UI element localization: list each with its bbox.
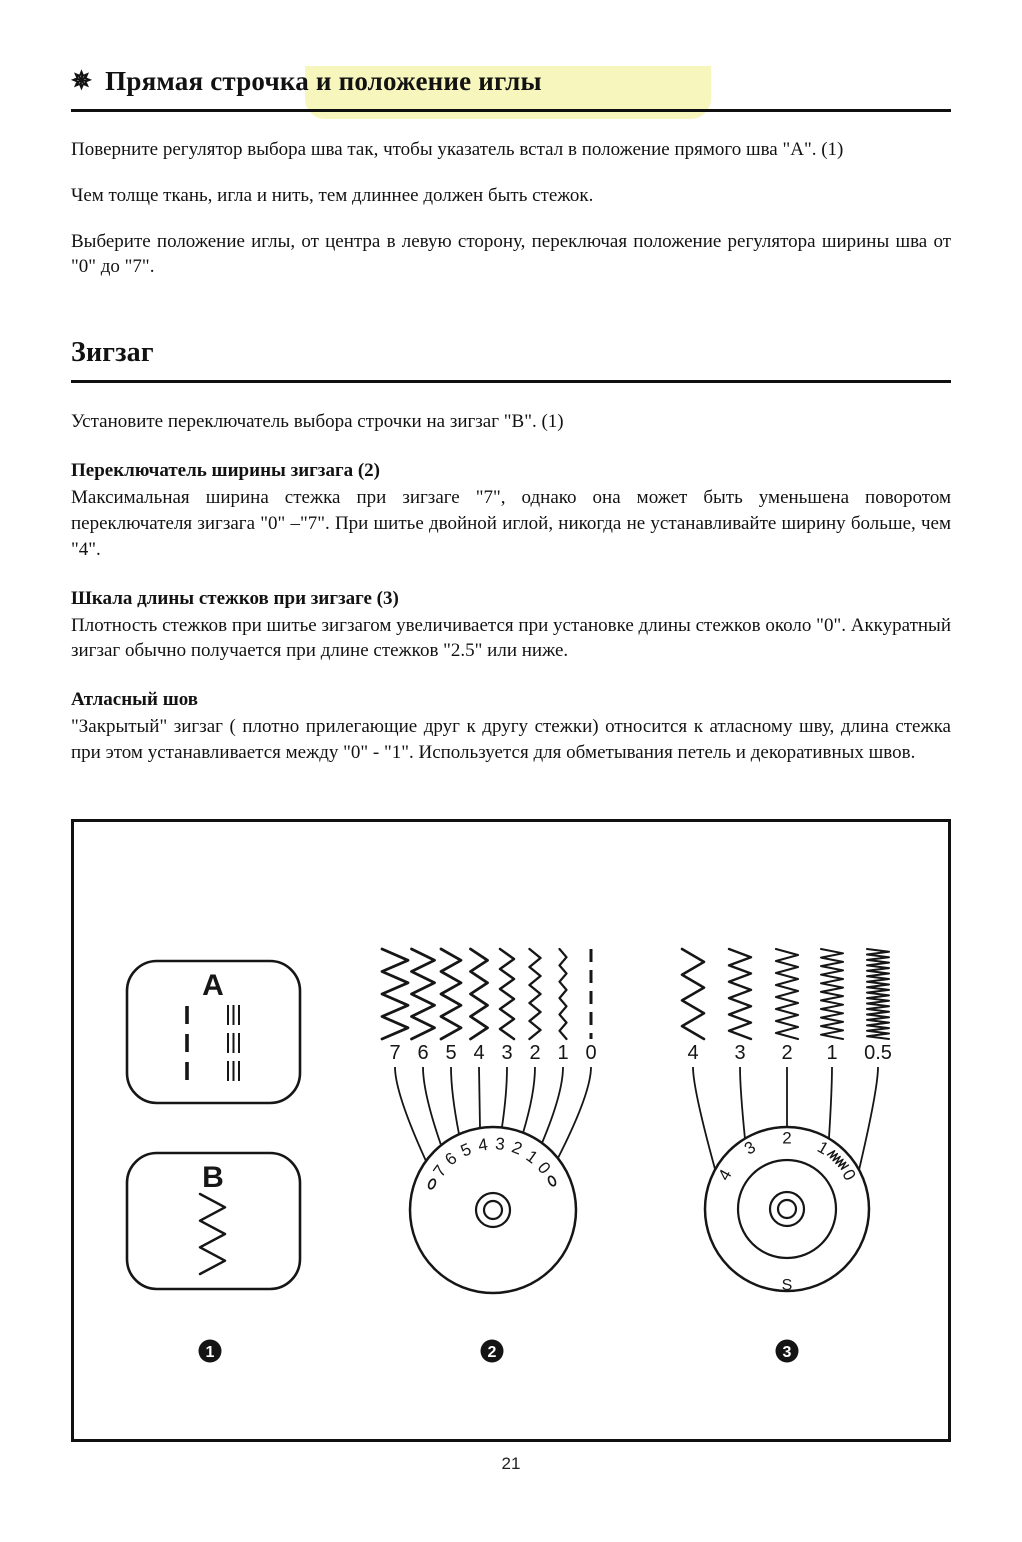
svg-text:4: 4: [714, 1166, 736, 1184]
zigzag-width-samples: [382, 949, 591, 1039]
dial-center-dot: [484, 1201, 502, 1219]
callout-3-badge: [776, 1340, 799, 1363]
section-title-zigzag: Зигзаг: [71, 337, 154, 369]
dial-inner-ring: [738, 1160, 836, 1258]
dial-s-label: S: [781, 1277, 793, 1294]
svg-text:1: 1: [557, 1042, 569, 1064]
svg-text:2: 2: [529, 1042, 541, 1064]
stitch-length-scale-labels: [687, 1042, 891, 1064]
svg-text:1: 1: [826, 1042, 838, 1064]
scale-end-mark-right: [547, 1175, 557, 1187]
svg-text:1: 1: [522, 1146, 542, 1168]
stitch-length-samples: [682, 949, 889, 1039]
panel-a-straight-stitch: [127, 961, 300, 1103]
figure-stitch-diagram: [71, 819, 951, 1442]
svg-text:7: 7: [429, 1161, 451, 1181]
svg-text:2: 2: [487, 1344, 497, 1361]
svg-text:6: 6: [417, 1042, 429, 1064]
panel-b-zigzag-stitch: [127, 1153, 300, 1289]
paragraph: Выберите положение иглы, от центра в левую сторону, переключая положение регулятора ширины шва от "0" до "7".: [71, 230, 951, 278]
svg-text:3: 3: [782, 1344, 792, 1361]
dial-center-ring: [476, 1193, 510, 1227]
svg-text:2: 2: [781, 1042, 793, 1064]
triple-stitch-marks: [228, 1005, 239, 1081]
panel-a-label: A: [202, 969, 224, 1002]
callout-2-badge: [481, 1340, 504, 1363]
paragraph: Установите переключатель выбора строчки на зигзаг "B". (1): [71, 411, 564, 433]
svg-text:2: 2: [782, 1128, 792, 1148]
subsection-heading: Атласный шов: [71, 689, 199, 711]
svg-text:1: 1: [814, 1137, 832, 1159]
svg-text:3: 3: [734, 1042, 746, 1064]
svg-text:3: 3: [741, 1137, 759, 1159]
zigzag-width-scale-labels: [389, 1042, 596, 1064]
paragraph: Плотность стежков при шитье зигзагом увеличивается при установке длины стежков около "0". Аккуратный зигзаг обычно получается при длине стежков "2.5" или ниже.: [71, 614, 951, 662]
svg-text:4: 4: [473, 1042, 485, 1064]
svg-text:0: 0: [533, 1158, 555, 1178]
stitch-width-dial: [410, 1127, 576, 1293]
paragraph: Поверните регулятор выбора шва так, чтобы указатель встал в положение прямого шва "A". (1): [71, 139, 844, 160]
scale-end-mark-left: [427, 1178, 436, 1190]
panel-b-label: B: [202, 1161, 224, 1194]
svg-text:6: 6: [441, 1148, 461, 1170]
svg-text:7: 7: [389, 1042, 401, 1064]
paragraph: Максимальная ширина стежка при зигзаге "7", однако она может быть уменьшена поворотом переключателя зигзага "0" –"7". При шитье двойной иглой, никогда не устанавливайте ширину больше, чем "4".: [71, 487, 951, 560]
subsection-heading: Шкала длины стежков при зигзаге (3): [71, 587, 399, 609]
dial-scale-numbers: [714, 1129, 859, 1184]
zigzag-sample: [200, 1194, 225, 1274]
length-scale-leader-lines: [693, 1067, 878, 1170]
svg-text:0: 0: [838, 1166, 860, 1184]
svg-text:0: 0: [585, 1042, 597, 1064]
width-scale-leader-lines: [395, 1067, 591, 1161]
page-number: 21: [501, 1454, 521, 1473]
paragraph: Чем толще ткань, игла и нить, тем длиннее должен быть стежок.: [71, 184, 594, 206]
svg-text:3: 3: [501, 1042, 513, 1064]
svg-text:4: 4: [687, 1042, 699, 1064]
subsection-heading: Переключатель ширины зигзага (2): [71, 460, 380, 482]
section-title-straight-stitch: [71, 66, 951, 97]
svg-text:4: 4: [476, 1134, 490, 1156]
heading-rule: [71, 380, 951, 383]
heading-rule: [71, 109, 951, 112]
manual-page: [0, 66, 1022, 766]
svg-text:5: 5: [445, 1042, 457, 1064]
svg-text:1: 1: [205, 1344, 215, 1361]
star-icon: ✵: [71, 68, 93, 95]
svg-text:5: 5: [457, 1139, 475, 1161]
svg-text:2: 2: [509, 1137, 525, 1159]
dial-center-ring: [770, 1192, 804, 1226]
svg-text:3: 3: [494, 1134, 506, 1154]
paragraph: "Закрытый" зигзаг ( плотно прилегающие друг к другу стежки) относится к атласному шву, длина стежка при этом устанавливается между "0" - "1". Используется для обметывания петель и декоративных швов.: [71, 716, 951, 764]
callout-1-badge: [199, 1340, 222, 1363]
section-title-text: Прямая строчка и положение иглы: [105, 66, 542, 96]
dial-center-dot: [778, 1200, 796, 1218]
stitch-length-dial: [705, 1127, 869, 1294]
svg-text:0.5: 0.5: [864, 1042, 892, 1064]
